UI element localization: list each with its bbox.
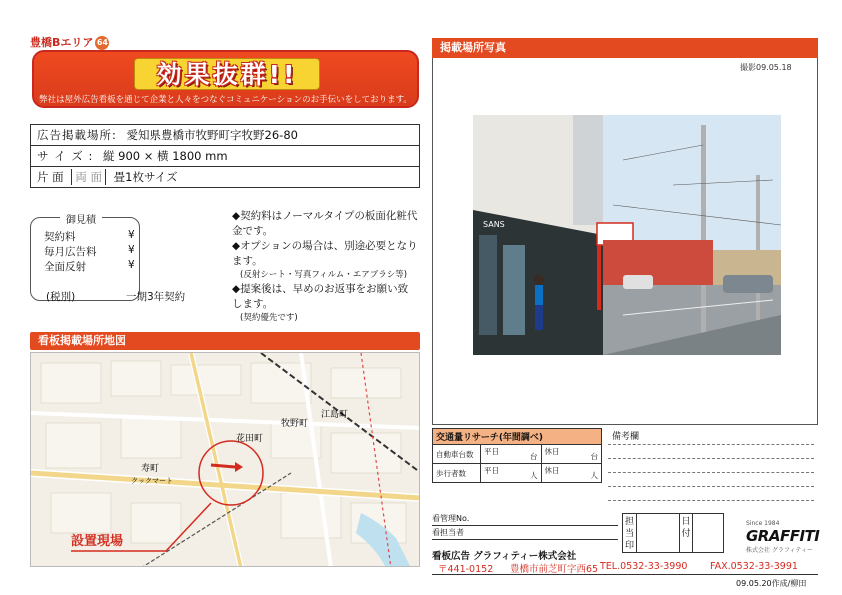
traffic-person-weekday [481, 464, 542, 483]
traffic-person-holiday [541, 464, 602, 483]
photo-date: 撮影09.05.18 [740, 63, 792, 72]
site-photo-graphic [473, 115, 781, 355]
person-unit: 人 [590, 471, 598, 480]
remarks-line [608, 444, 814, 445]
face-label: 片 面 [37, 170, 64, 184]
map-graphic [31, 353, 420, 567]
location-cell [31, 125, 420, 146]
traffic-car-row [433, 445, 602, 464]
billboard-info-table [30, 124, 420, 188]
estimate-row [44, 244, 135, 259]
estimate-row [44, 229, 135, 244]
banner-title-box [134, 58, 320, 90]
traffic-car-holiday [541, 445, 602, 464]
traffic-person-label: 歩行者数 [433, 464, 481, 483]
fax-number: FAX.0532-33-3991 [710, 561, 798, 572]
stamp-box [622, 513, 724, 553]
area-number-badge: 64 [95, 36, 109, 50]
map-label-chiiki: 寿町 [141, 464, 160, 474]
note-1: ◆契約料はノーマルタイプの板面化粧代金です。 [232, 210, 418, 237]
map-label-site: 設置現場 [71, 534, 124, 549]
tel-number: TEL.0532-33-3990 [600, 561, 688, 572]
banner-subtitle: 弊社は屋外広告看板を通じて企業と人々をつなぐコミュニケーションのお手伝いをしております。 [39, 95, 412, 105]
logo-wordmark: GRAFFITI [746, 527, 820, 545]
photo-header: 掲載場所写真 [432, 38, 818, 58]
banner-title: 効果抜群!! [156, 60, 298, 89]
note-3: ◆提案後は、早めのお返事をお願い致します。 [232, 283, 409, 310]
company-name: 看板広告 グラフィティー株式会社 [432, 551, 577, 562]
map-label-makinocho: 牧野町 [281, 419, 309, 429]
postal-code: 〒441-0152 [438, 564, 494, 575]
estimate-row-label: 全面反射 [44, 261, 86, 273]
location-map [30, 352, 420, 567]
remarks-label: 備考欄 [612, 432, 640, 442]
estimate-tax: (税別) [46, 291, 76, 303]
company-logo [746, 520, 819, 554]
traffic-person-row [433, 464, 602, 483]
person-unit: 人 [530, 471, 538, 480]
estimate-term: 一期3年契約 [126, 291, 186, 303]
location-row [31, 125, 420, 146]
map-label-kuikku: クックマート [131, 477, 173, 485]
remarks-box [604, 428, 818, 506]
area-label [30, 34, 109, 50]
remarks-line [608, 500, 814, 501]
traffic-car-label: 自動車台数 [433, 445, 481, 464]
footer-note: 09.05.20作成/柳田 [736, 579, 807, 588]
remarks-line [608, 458, 814, 459]
address: 豊橋市前芝町字西65 [510, 564, 599, 575]
note-2-detail: (反射シート・写真フィルム・エアブラシ等) [240, 270, 408, 280]
contact-row [432, 561, 818, 575]
note-3-detail: (契約優先です) [240, 313, 298, 323]
photo-sign-text: SANS [483, 220, 505, 229]
logo-tagline: Since 1984 [746, 520, 780, 527]
face-option: 両 面 [71, 169, 106, 185]
face-value: 畳1枚サイズ [113, 170, 178, 184]
estimate-title: 御見積 [60, 211, 102, 226]
traffic-header: 交通量リサーチ(年間調べ) [433, 429, 602, 445]
traffic-research [432, 428, 602, 483]
stamp-col-tanto: 担当印 [623, 514, 637, 552]
weekday-label: 平日 [484, 447, 499, 456]
size-cell [31, 146, 420, 167]
size-row [31, 146, 420, 167]
estimate-row [44, 259, 135, 274]
estimate-row-yen: ¥ [128, 244, 135, 256]
notes-list [232, 209, 418, 325]
traffic-table [432, 428, 602, 483]
manager-no-row: 看管理No. [432, 512, 618, 526]
size-label: サ イ ズ : [37, 149, 94, 163]
estimate-row-label: 契約料 [44, 231, 76, 243]
map-label-hanadacho: 花田町 [236, 434, 264, 444]
headline-banner [32, 50, 419, 108]
note-2: ◆オプションの場合は、別途必要となります。 [232, 240, 418, 267]
estimate-row-yen: ¥ [128, 229, 135, 241]
face-cell [31, 167, 420, 188]
estimate-row-label: 毎月広告料 [44, 246, 97, 258]
map-label-emacho: 江島町 [321, 410, 349, 420]
site-photo [473, 115, 781, 355]
location-label: 広告掲載場所: [37, 128, 117, 142]
manager-box [432, 512, 618, 540]
remarks-line [608, 472, 814, 473]
holiday-label: 休日 [544, 447, 560, 456]
car-unit: 台 [530, 452, 538, 461]
estimate-row-yen: ¥ [128, 259, 135, 271]
stamp-col-date: 日付 [679, 514, 693, 552]
traffic-car-weekday [481, 445, 542, 464]
weekday-label: 平日 [484, 466, 499, 475]
map-header: 看板掲載場所地図 [30, 332, 420, 350]
remarks-line [608, 486, 814, 487]
manager-person-row: 看担当者 [432, 526, 618, 540]
location-value: 愛知県豊橋市牧野町字牧野26-80 [126, 128, 298, 142]
face-row [31, 167, 420, 188]
car-unit: 台 [590, 452, 598, 461]
size-value: 縦 900 × 横 1800 mm [103, 149, 228, 163]
logo-subtext: 株式会社 グラフィティー [746, 547, 813, 554]
holiday-label: 休日 [544, 466, 560, 475]
area-label-text: 豊橋Bエリア [30, 36, 94, 49]
